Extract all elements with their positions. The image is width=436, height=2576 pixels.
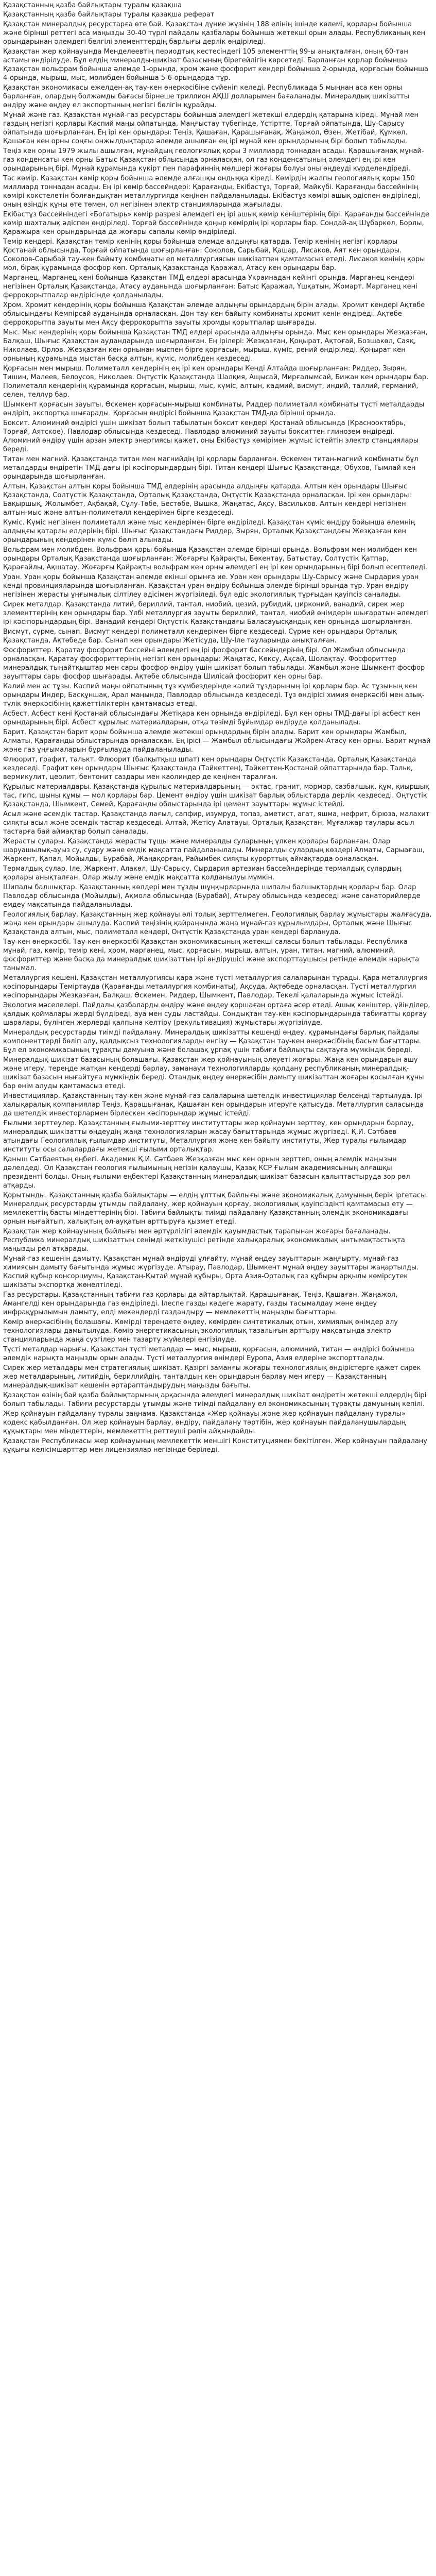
paragraph: Фосфориттер. Қаратау фосфорит бассейні әлемдегі ең ірі фосфорит бассейндерінің бірі. Ол Жамбыл облысында орналасқан. Қаратау фосфориттерінің негізгі кен орындары: Жаңатас, Көксу, Ақсай, Шолақтау. Фосфориттер минералдық тыңайтқыштар мен сары фосфор өндіру үшін шикізат болып табылады. Жамбыл және Шымкент фосфор зауыттары сары фосфор шығарады. Ақтөбе облысында Шилісай фосфорит кен орны бар. [3, 647, 425, 681]
paragraph: Термалдық сулар. Іле, Жаркент, Алакөл, Шу-Сарысу, Сырдария артезиан бассейндерінде термалдық сулардың қорлары анықталған. Олар жылу және емдік мақсатта қолданылуы мүмкін. [3, 865, 402, 882]
paragraph: Минералдық ресурстарды тиімді пайдалану. Минералдық шикізатты кешенді өңдеу, құрамындағы барлық пайдалы компоненттерді бөліп алу, қалдықсыз технологияларды енгізу — Қазақстан тау-кен өнеркәсібінің басым бағыттары. Бұл ел экономикасының тұрақты дамуына және болашақ ұрпақ үшін табиғи байлықты сақтауға мүмкіндік береді. [3, 1029, 421, 1054]
paragraph: Түсті металдар нарығы. Қазақстан түсті металдар — мыс, мырыш, қорғасын, алюминий, титан — өндірісі бойынша әлемдік нарықта маңызды орын алады. Түсті металлургия өнімдері Еуропа, Азия елдеріне экспортталады. [3, 1346, 414, 1362]
paragraph: Висмут, сүрме, сынап. Висмут кендері полиметалл кендерімен бірге кездеседі. Сүрме кен орындары Орталық Қазақстанда, Ақтөбеде бар. Сынап кен орындары Жетісуда, Шу-Іле тауларында анықталған. [3, 628, 397, 645]
paragraph: Қорғасын мен мырыш. Полиметалл кендерінің ең ірі кен орындары Кенді Алтайда шоғырланған: Риддер, Зырян, Тишин, Малеев, Белоусов, Николаев. Оңтүстік Қазақстанда Шалқия, Ащысай, Мирғалымсай, Бижан кен орындары бар. Полиметалл кендерінің құрамында қорғасын, мырыш, мыс, күміс, алтын, кадмий, висмут, индий, таллий, германий, селен, теллур бар. [3, 365, 429, 399]
paragraph: Титан мен магний. Қазақстанда титан мен магнийдің ірі қорлары барланған. Өскемен титан-магний комбинаты бұл металдарды өндіретін ТМД-дағы ірі кәсіпорындардың бірі. Титан кендері Шығыс Қазақстанда, Обухов, Тымлай кен орындарында шоғырланған. [3, 455, 418, 481]
paragraph: Қазақстан Республикасы жер қойнауының мемлекеттік меншігі Конституциямен бекітілген. Жер қойнауын пайдалану құқығы келісімшарттар мен лицензиялар негізінде беріледі. [3, 1437, 427, 1454]
paragraph: Барит. Қазақстан барит қоры бойынша әлемде жетекші орындардың бірін алады. Барит кен орындары Жамбыл, Алматы, Қарағанды облыстарында орналасқан. Ең ірісі — Жамбыл облысындағы Жәйрем-Атасу кен орны. Барит мұнай және газ ұңғымаларын бұрғылауда пайдаланылады. [3, 728, 431, 754]
paragraph: Вольфрам мен молибден. Вольфрам қоры бойынша Қазақстан әлемде бірінші орында. Вольфрам мен молибден кен орындары Орталық Қазақстанда шоғырланған: Жоғарғы Қайрақты, Бөкентау, Батыстау, Солтүстік Қатпар, Қарағайлы, Ақшатау. Жоғарғы Қайрақты вольфрам кен орны әлемдегі ең ірі кен орындарының бірі болып есептеледі. [3, 546, 427, 571]
paragraph: Тас көмір. Қазақстан көмір қоры бойынша әлемде алғашқы ондыққа кіреді. Көмірдің жалпы геологиялық қоры 150 миллиард тоннадан асады. Ең ірі көмір бассейндері: Қарағанды, Екібастұз, Торғай, Майкүбі. Қарағанды бассейнінің көмірі кокстелетін болғандықтан металлургияда кеңінен пайдаланылады. Екібастұз көмірі ашық әдіспен өндіріледі, оның өзіндік құны өте төмен, ол негізінен электр станцияларында жағылады. [3, 175, 421, 209]
paragraph: Қазақстан минералдық ресурстарға өте бай. Қазақстан дүние жүзінің 188 елінің ішінде көлемі, қорлары бойынша және бірінші реттегі аса маңызды 30-40 түрлі пайдалы қазбалары бойынша жетекші орын алады. Республиканың кен орындарынан әлемдегі белгілі элементтердің барлығы дерлік өндіріледі. [3, 21, 426, 46]
paragraph: Қорытынды. Қазақстанның қазба байлықтары — елдің ұлттық байлығы және экономикалық дамуының берік іргетасы. Минералдық ресурстарды ұтымды пайдалану, жер қойнауын қорғау, экологиялық қауіпсіздікті қамтамасыз ету — мемлекеттің басты міндеттерінің бірі. Табиғи байлықты тиімді пайдалану Қазақстанның әлемдік экономикадағы орнын нығайтып, халықтың әл-ауқатын арттыруға қызмет етеді. [3, 1192, 428, 1226]
article-body [3, 10, 432, 1454]
paragraph: Мыс. Мыс кендерінің қоры бойынша Қазақстан ТМД елдері арасында алдыңғы орында. Мыс кен орындары Жезқазған, Балқаш, Шығыс Қазақстан аудандарында шоғырланған. Ең ірілері: Жезқазған, Қоңырат, Ақтоғай, Бозшакөл, Саяқ, Николаев, Орлов. Жезқазған кен орнынан мыспен бірге қорғасын, мырыш, күміс, рений өндіріледі. Қоңырат кен орнының құрамында мыстан басқа алтын, күміс, молибден кездеседі. [3, 329, 428, 363]
paragraph: Асыл және әсемдік тастар. Қазақстанда лағыл, сапфир, изумруд, топаз, аметист, агат, яшма, нефрит, бірюза, малахит сияқты асыл және әсемдік тастар кездеседі. Алтай, Жетісу Алатауы, Орталық Қазақстан, Мұғалжар таулары асыл тастарға бай аймақтар болып саналады. [3, 810, 430, 836]
paragraph: Тау-кен өнеркәсібі. Тау-кен өнеркәсібі Қазақстан экономикасының жетекші саласы болып табылады. Республика мұнай, газ, көмір, темір кені, хром, марганец, мыс, қорғасын, мырыш, алтын, уран, титан, магний, алюминий, фосфориттер және басқа да минералдық шикізаттың ірі өндірушісі және экспорттаушысы ретінде әлемдік нарықта танымал. [3, 938, 420, 972]
paragraph: Экология мәселелері. Пайдалы қазбаларды өндіру және өңдеу қоршаған ортаға әсер етеді. Ашық кеніштер, үйінділер, қалдық қоймалары жерді бүлдіреді, ауа мен суды ластайды. Сондықтан тау-кен кәсіпорындарында табиғатты қорғау шаралары, бүлінген жерлерді қалпына келтіру (рекультивация) жұмыстары жүргізілуде. [3, 1002, 430, 1027]
paragraph: Теңіз кен орны 1979 жылы ашылған, мұнайдың геологиялық қоры 3 миллиард тоннадан асады. Қарашығанақ мұнай-газ конденсаты кен орны Батыс Қазақстан облысында орналасқан, ол газ конденсатының әлемдегі ең ірі кен орындарының бірі. Мұнай құрамында күкірт пен парафиннің мөлшері жоғары болуы оны өңдеуді күрделендіреді. [3, 147, 424, 173]
paragraph: Асбест. Асбест кені Қостанай облысындағы Жетіқара кен орнында өндіріледі. Бұл кен орны ТМД-дағы ірі асбест кен орындарының бірі. Асбест құрылыс материалдарын, отқа төзімді бұйымдар өндіруде қолданылады. [3, 710, 421, 726]
paragraph: Мұнай-газ кешенін дамыту. Қазақстан мұнай өндіруді ұлғайту, мұнай өңдеу зауыттарын жаңғырту, мұнай-газ химиясын дамыту бағытында жұмыс жүргізуде. Атырау, Павлодар, Шымкент мұнай өңдеу зауыттары жаңартылды. Каспий құбыр консорциумы, Қазақстан-Қытай мұнай құбыры, Орта Азия-Орталық газ құбыры арқылы көмірсутек шикізаты экспортқа жөнелтіледі. [3, 1255, 419, 1289]
paragraph: Қаныш Сәтбаевтың еңбегі. Академик Қ.И. Сәтбаев Жезқазған мыс кен орнын зерттеп, оның әлемдік маңызын дәлелдеді. Ол Қазақстан геология ғылымының негізін қалаушы, Қазақ КСР Ғылым академиясының алғашқы президенті болды. Оның ғылыми еңбектері Қазақстанның минералдық-шикізат базасын қалыптастыруда зор рөл атқарды. [3, 1156, 410, 1190]
paragraph: Екібастұз бассейніндегі «Богатырь» көмір разрезі әлемдегі ең ірі ашық көмір кеніштерінің бірі. Қарағанды бассейнінде көмір шахталық әдіспен өндіріледі. Торғай бассейнінде қоңыр көмірдің ірі қорлары бар. Сондай-ақ Шұбаркөл, Борлы, Қаражыра кен орындарында да жоғары сапалы көмір өндіріледі. [3, 211, 429, 236]
paragraph: Жерасты сулары. Қазақстанда жерасты тұщы және минералды суларының үлкен қорлары барланған. Олар шаруашылық-ауыз су, суару және емдік мақсатта пайдаланылады. Минералды сулардың көздері Алматы, Сарыағаш, Жаркент, Қапал, Мойылды, Бурабай, Жаңақорған, Райымбек сияқты курорттық аймақтарда орналасқан. [3, 838, 425, 863]
paragraph: Шымкент қорғасын зауыты, Өскемен қорғасын-мырыш комбинаты, Риддер полиметалл комбинаты түсті металдарды өндіріп, экспортқа шығарады. Қорғасын өндірісі бойынша Қазақстан ТМД-да бірінші орында. [3, 401, 425, 417]
paragraph: Шипалы балшықтар. Қазақстанның көлдері мен тұзды шұңқырларында шипалы балшықтардың қорлары бар. Олар Павлодар облысында (Мойылды), Ақмола облысында (Бурабай), Атырау облысында кездеседі және санаторийлерде емдеу мақсатында пайдаланылады. [3, 884, 421, 909]
paragraph: Уран. Уран қоры бойынша Қазақстан әлемде екінші орынға ие. Уран кен орындары Шу-Сарысу және Сырдария уран кенді провинцияларында шоғырланған. Қазақстан уран өндіру бойынша әлемде бірінші орында тұр. Уран өндіру негізінен жерасты ұңғымалық сілтілеу әдісімен жүргізіледі, бұл әдіс экологиялық тұрғыдан қауіпсіз саналады. [3, 573, 419, 599]
paragraph: Флюорит, графит, талькт. Флюорит (балқытқыш шпат) кен орындары Оңтүстік Қазақстанда, Орталық Қазақстанда кездеседі. Графит кен орындары Шығыс Қазақстанда (Тайкеттен), Тайкеттен-Қостанай ойпаттарында бар. Тальк, вермикулит, цеолит, бентонит саздары мен каолиндер де кеңінен таралған. [3, 756, 416, 781]
paragraph: Инвестициялар. Қазақстанның тау-кен және мұнай-газ салаларына шетелдік инвестициялар белсенді тартылуда. Ірі халықаралық компаниялар Теңіз, Қарашығанақ, Қашаған кен орындарын игеруге қатысуда. Металлургия саласында да шетелдік инвесторлармен бірлескен кәсіпорындар жұмыс істейді. [3, 1092, 424, 1117]
paragraph: Марганец. Марганец кені бойынша Қазақстан ТМД елдері арасында Украинадан кейінгі орында. Марганец кендері негізінен Орталық Қазақстанда, Атасу ауданында шоғырланған: Батыс Қаражал, Үшқатын, Жомарт. Марганец кені ферроқорытпалар өндірісінде қолданылады. [3, 274, 417, 299]
paragraph: Көмір өнеркәсібінің болашағы. Көмірді тереңдете өңдеу, көмірден синтетикалық отын, химиялық өнімдер алу технологиялары дамытылуда. Көмір энергетикасының экологиялық тазалығын арттыру мақсатында электр станцияларында жаңа сүзгілер мен тазарту жүйелері енгізілуде. [3, 1318, 398, 1344]
paragraph: Калий мен ас тұзы. Каспий маңы ойпатының тұз күмбездерінде калий тұздарының ірі қорлары бар. Ас тұзының кен орындары Индер, Басқұншақ, Арал маңында, Павлодар облысында кездеседі. Тұз өндірісі химия өнеркәсібі мен азық-түлік өнеркәсібінің қажеттіліктерін қамтамасыз етеді. [3, 683, 425, 708]
paragraph: Хром. Хромит кендерінің қоры бойынша Қазақстан әлемде алдыңғы орындардың бірін алады. Хромит кендері Ақтөбе облысындағы Кемпірсай ауданында орналасқан. Дон тау-кен байыту комбинаты хромит кенін өндіреді. Ақтөбе ферроқорытпа зауыты мен Ақсу ферроқорытпа зауыты хромды қорытпалар шығарады. [3, 301, 425, 327]
paragraph: Қазақстанның қазба байлықтары туралы қазақша реферат [3, 11, 215, 19]
paragraph: Ғылыми зерттеулер. Қазақстанның ғылыми-зерттеу институттары жер қойнауын зерттеу, кен орындарын барлау, минералдық шикізатты өңдеудің жаңа технологияларын жасау бағыттарында жұмыс жүргізеді. Қ.И. Сәтбаев атындағы Геологиялық ғылымдар институты, Металлургия және кен байыту институты, Жер туралы ғылымдар институты осы салалардағы жетекші ғылыми орталықтар. [3, 1120, 414, 1154]
paragraph: Алтын. Қазақстан алтын қоры бойынша ТМД елдерінің арасында алдыңғы қатарда. Алтын кен орындары Шығыс Қазақстанда, Солтүстік Қазақстанда, Орталық Қазақстанда, Оңтүстік Қазақстанда орналасқан. Ірі кен орындары: Бақыршық, Жолымбет, Ақбақай, Сұлу-Төбе, Бестөбе, Вышка, Жаңатас, Ақсу, Васильков. Алтын кендері негізінен алтын-мыс және алтын-полиметалл кендерімен бірге кездеседі. [3, 483, 411, 517]
paragraph: Геологиялық барлау. Қазақстанның жер қойнауы әлі толық зерттелмеген. Геологиялық барлау жұмыстары жалғасуда, жаңа кен орындары ашылуда. Каспий теңізінің қайраңында жаңа мұнай-газ құрылымдары, Орталық және Шығыс Қазақстанда алтын, мыс, полиметалл кендері, Оңтүстік Қазақстанда уран кендері барлануда. [3, 911, 432, 936]
paragraph: Сирек металдар. Қазақстанда литий, бериллий, тантал, ниобий, цезий, рубидий, цирконий, ванадий, сирек жер элементтерінің кен орындары бар. Үлбі металлургия зауыты бериллий, тантал, ниобий өнімдерін шығаратын әлемдегі ірі кәсіпорындардың бірі. Ванадий кендері Оңтүстік Қазақстандағы Баласауысқандық кен орнында шоғырланған. [3, 601, 429, 626]
paragraph: Темір кендері. Қазақстан темір кенінің қоры бойынша әлемде алдыңғы қатарда. Темір кенінің негізгі қорлары Қостанай облысында, Торғай ойпатында шоғырланған: Соколов, Сарыбай, Қашар, Лисаков, Аят кен орындары. Соколов-Сарыбай тау-кен байыту комбинаты ел металлургиясын шикізатпен қамтамасыз етеді. Лисаков кенінің қоры мол, бірақ құрамында фосфор көп. Орталық Қазақстанда Қаражал, Атасу кен орындары бар. [3, 238, 425, 272]
paragraph: Сирек жер металдары мен стратегиялық шикізат. Қазіргі заманғы жоғары технологиялық өндірістерге қажет сирек жер металдарының, литийдің, бериллийдің, танталдың кен орындарын барлау мен игеру — Қазақстанның минералдық-шикізат кешенін әртараптандырудың маңызды бағыты. [3, 1364, 421, 1389]
paragraph: Құрылыс материалдары. Қазақстанда құрылыс материалдарының — әктас, гранит, мәрмәр, сазбалшық, құм, қиыршық тас, гипс, шыны құмы — мол қорлары бар. Цемент өндіру үшін шикізат барлық облыстарда дерлік кездеседі. Оңтүстік Қазақстанда, Шымкент, Семей, Қарағанды облыстарында ірі цемент зауыттары жұмыс істейді. [3, 783, 429, 808]
paragraph: Боксит. Алюминий өндірісі үшін шикізат болып табылатын боксит кендері Қостанай облысында (Краснооктябрь, Торғай, Аятское), Павлодар облысында кездеседі. Павлодар алюминий зауыты бокситтен глинозем өндіреді. Алюминий өндіру үшін арзан электр энергиясы қажет, оны Екібастұз көмірімен жұмыс істейтін электр станциялары береді. [3, 419, 418, 453]
paragraph: Қазақстан экономикасы ежелден-ақ тау-кен өнеркәсібіне сүйеніп келеді. Республикада 5 мыңнан аса кен орны барланған, олардың болжамды бағасы бірнеше триллион АҚШ долларымен бағаланады. Минералдық шикізатты өндіру және өңдеу ел экспортының негізгі бөлігін құрайды. [3, 84, 410, 109]
paragraph: Күміс. Күміс негізінен полиметалл және мыс кендерімен бірге өндіріледі. Қазақстан күміс өндіру бойынша әлемнің алдыңғы қатарлы елдерінің бірі. Шығыс Қазақстандағы Риддер, Зырян, Орталық Қазақстандағы Жезқазған кен орындарының кендерінен күміс бөліп алынады. [3, 519, 415, 544]
paragraph: Газ ресурстары. Қазақстанның табиғи газ қорлары да айтарлықтай. Қарашығанақ, Теңіз, Қашаған, Жаңажол, Амангелді кен орындарында газ өндіріледі. Ілеспе газды кәдеге жарату, газды тасымалдау және өңдеу инфрақұрылымын дамыту, елді мекендерді газдандыру — мемлекеттің маңызды бағыттары. [3, 1291, 398, 1316]
paragraph: Мұнай және газ. Қазақстан мұнай-газ ресурстары бойынша әлемдегі жетекші елдердің қатарына кіреді. Мұнай мен газдың негізгі қорлары Каспий маңы ойпатында, Маңғыстау түбегінде, Үстіртте, Торғай ойпатында, Шу-Сарысу ойпатында шоғырланған. Ең ірі кен орындары: Теңіз, Қашаған, Қарашығанақ, Жаңажол, Өзен, Жетібай, Құмкөл. Қашаған кен орны соңғы онжылдықтарда әлемде ашылған ең ірі мұнай кен орындарының бірі болып табылады. [3, 111, 418, 145]
paragraph: Жер қойнауын пайдалану туралы заңнама. Қазақстанда «Жер қойнауы және жер қойнауын пайдалану туралы» кодекс қабылданған. Ол жер қойнауын барлау, өндіру, пайдалану тәртібін, жер қойнауын пайдаланушылардың құқықтары мен міндеттерін, мемлекеттің реттеуші рөлін айқындайды. [3, 1410, 406, 1435]
paragraph: Қазақстан өзінің бай қазба байлықтарының арқасында әлемдегі минералдық шикізат өндіретін жетекші елдердің бірі болып табылады. Табиғи ресурстарды ұтымды және тиімді пайдалану ел экономикасының тұрақты дамуының кепілі. [3, 1392, 427, 1408]
paragraph: Минералдық-шикізат базасының болашағы. Қазақстан жер қойнауының әлеуеті жоғары. Жаңа кен орындарын ашу және игеру, тереңде жатқан кендерді барлау, заманауи технологияларды қолдану республиканың минералдық-шикізат базасын нығайтуға мүмкіндік береді. Отандық өңдеу өнеркәсібін дамыту шикізаттан жоғары қосылған құны бар өнім алуды қамтамасыз етеді. [3, 1056, 424, 1090]
paragraph: Қазақстан жер қойнауының байлығы мен әртүрлілігі әлемдік қауымдастық тарапынан жоғары бағаланады. Республика минералдық шикізаттың сенімді жеткізушісі ретінде халықаралық экономикалық ынтымақтастықта маңызды рөл атқарады. [3, 1228, 405, 1253]
paragraph: Қазақстан жер қойнауында Менделеевтің периодтық кестесіндегі 105 элементтің 99-ы анықталған, оның 60-тан астамы өндірілуде. Бұл елдің минералды-шикізат базасының бірегейлігін көрсетеді. Барланған қорлар бойынша Қазақстан вольфрам бойынша әлемде 1-орында, хром және фосфорит кендері бойынша 2-орында, қорғасын бойынша 4-орында, мырыш, мыс, молибден бойынша 5-6-орындарда тұр. [3, 48, 428, 82]
page-title: Қазақстанның қазба байлықтары туралы қазақша [3, 2, 182, 9]
paragraph: Металлургия кешені. Қазақстан металлургиясы қара және түсті металлургия салаларынан тұрады. Қара металлургия кәсіпорындары Теміртауда (Қарағанды металлургия комбинаты), Ақсуда, Ақтөбеде орналасқан. Түсті металлургия кәсіпорындары Жезқазған, Балқаш, Өскемен, Риддер, Шымкент, Павлодар, Текелі қалаларында жұмыс істейді. [3, 974, 428, 999]
